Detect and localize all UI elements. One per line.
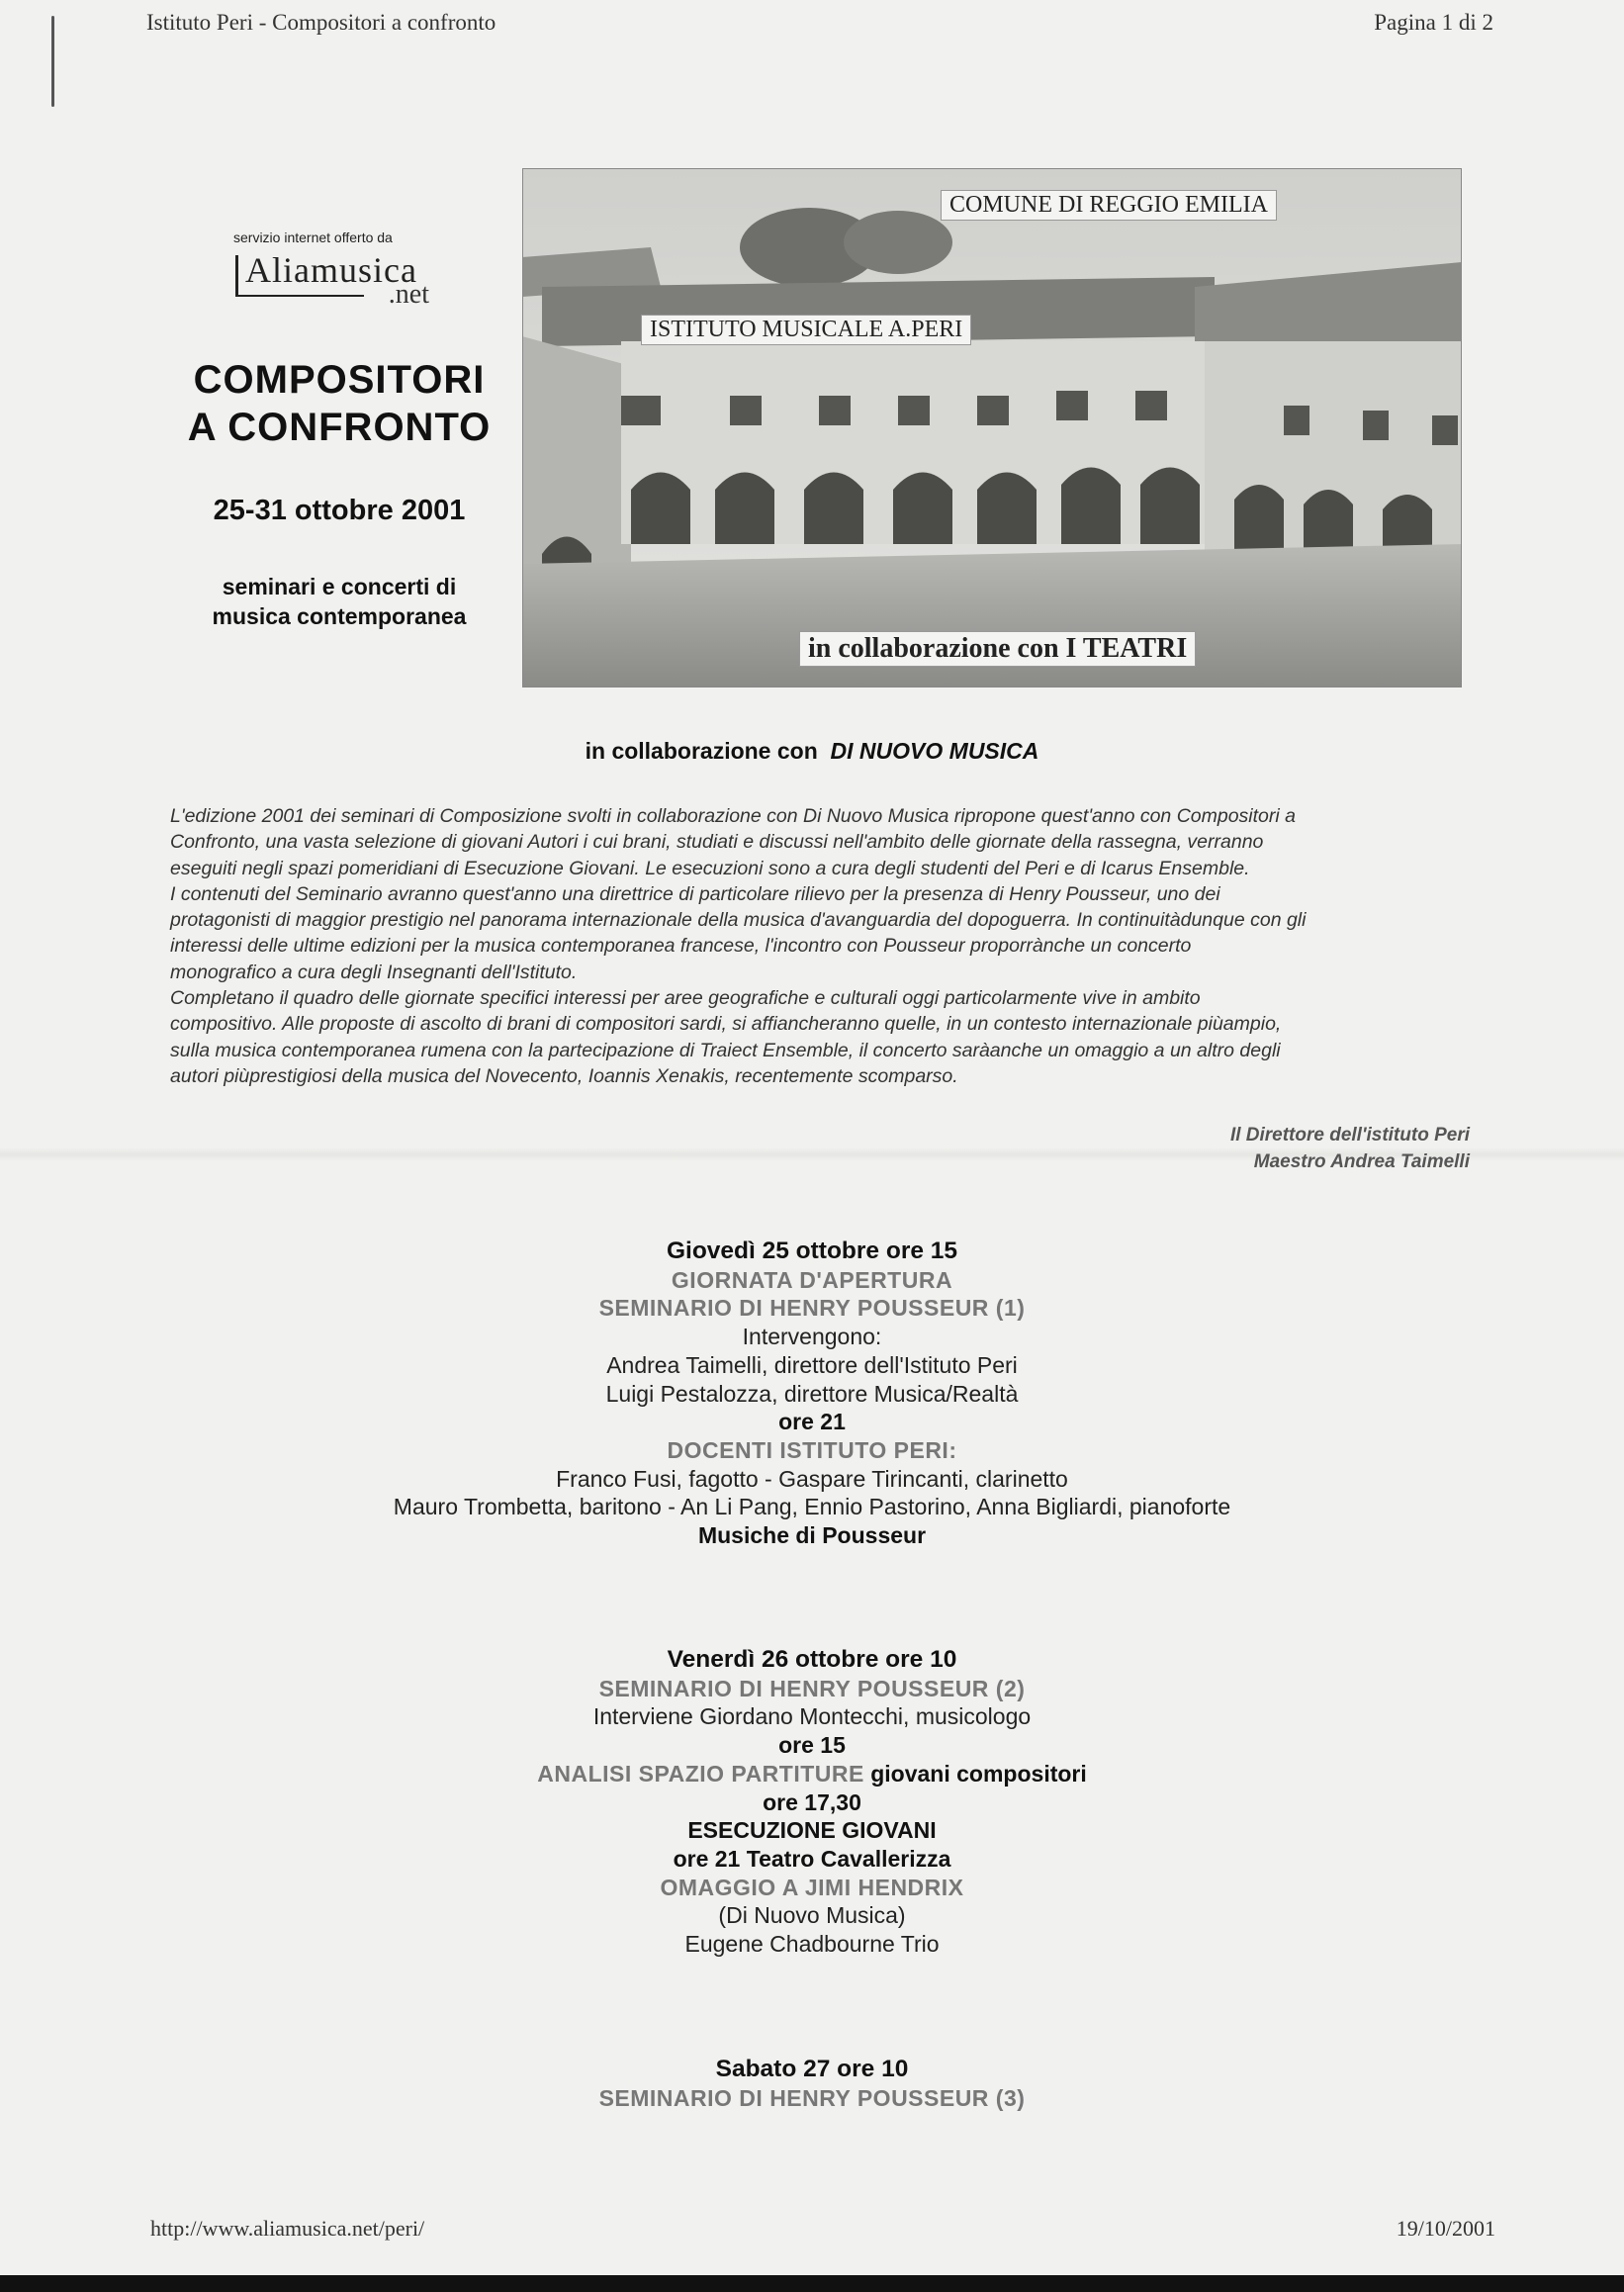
intervene-label: Interviene Giordano Montecchi, musicologo <box>592 1703 1032 1730</box>
day-saturday <box>0 2056 1624 2112</box>
logo-bar <box>235 255 238 297</box>
event-subtitle <box>166 572 512 631</box>
program-line: Musiche di Pousseur <box>697 1522 927 1549</box>
event-subtitle-line1: seminari e concerti di <box>222 574 457 599</box>
scan-edge <box>0 2275 1624 2292</box>
day-date: Venerdì 26 ottobre ore 10 <box>667 1646 957 1673</box>
logo-underline <box>235 295 364 297</box>
execution-title: ESECUZIONE GIOVANI <box>687 1817 937 1844</box>
photo-label-istituto: ISTITUTO MUSICALE A.PERI <box>641 315 971 345</box>
courtyard-photo <box>522 168 1462 688</box>
afternoon-time: ore 15 <box>778 1732 846 1759</box>
teachers-title: DOCENTI ISTITUTO PERI: <box>667 1436 957 1463</box>
logo-sub-text: .net <box>388 279 429 310</box>
day-date: Giovedì 25 ottobre ore 15 <box>666 1238 958 1264</box>
intervene-label: Intervengono: <box>742 1324 882 1350</box>
photo-label-comune: COMUNE DI REGGIO EMILIA <box>941 190 1277 221</box>
tribute-title: OMAGGIO A JIMI HENDRIX <box>660 1874 964 1900</box>
signature-line1: Il Direttore dell'istituto Peri <box>1229 1125 1470 1146</box>
intro-line: interessi delle ultime edizioni per la musica contemporanea francese, l'incontro con Pousseur proporrànche un concerto <box>170 935 1192 958</box>
speaker-line: Luigi Pestalozza, direttore Musica/Realtà <box>605 1380 1019 1407</box>
seminar-title: SEMINARIO DI HENRY POUSSEUR (2) <box>598 1675 1026 1701</box>
intro-line: Confronto, una vasta selezione di giovani Autori i cui brani, studiati e discussi nell'ambito delle giornate della rassegna, verranno <box>170 831 1264 854</box>
collaboration-partner: DI NUOVO MUSICA <box>830 738 1039 764</box>
evening-venue: ore 21 Teatro Cavallerizza <box>673 1845 951 1872</box>
opening-title: GIORNATA D'APERTURA <box>671 1266 953 1293</box>
analysis-suffix: giovani compositori <box>870 1760 1087 1787</box>
staple-mark <box>51 16 54 107</box>
collaboration-line <box>0 738 1624 765</box>
performers-line: Franco Fusi, fagotto - Gaspare Tirincanti, clarinetto <box>556 1465 1068 1492</box>
performers-line: Mauro Trombetta, baritono - An Li Pang, Ennio Pastorino, Anna Bigliardi, pianoforte <box>393 1494 1231 1520</box>
intro-line: Completano il quadro delle giornate specifici interessi per aree geografiche e culturali oggi particolarmente vive in ambito <box>170 987 1201 1010</box>
intro-text <box>170 803 1495 1089</box>
director-signature <box>1230 1122 1470 1175</box>
day-friday <box>0 1646 1624 1959</box>
event-title <box>166 356 512 451</box>
evening-time: ore 21 <box>778 1409 846 1435</box>
seminar-title: SEMINARIO DI HENRY POUSSEUR (3) <box>598 2084 1026 2111</box>
intro-line: autori piùprestigiosi della musica del Novecento, Ioannis Xenakis, recentemente scomparso. <box>170 1064 958 1087</box>
intro-line: L'edizione 2001 dei seminari di Composizione svolti in collaborazione con Di Nuovo Musica ripropone quest'anno con Compositori a <box>170 805 1296 827</box>
aliamusica-logo[interactable] <box>235 249 433 310</box>
analysis-line <box>0 1760 1624 1788</box>
intro-line: I contenuti del Seminario avranno quest'anno una direttrice di particolare rilievo per la presenza di Henry Pousseur, uno dei <box>170 882 1220 905</box>
day-thursday <box>0 1238 1624 1550</box>
signature-line2: Maestro Andrea Taimelli <box>1253 1151 1470 1172</box>
intro-line: monografico a cura degli Insegnanti dell'Istituto. <box>170 961 578 983</box>
band-line: Eugene Chadbourne Trio <box>684 1931 940 1958</box>
logo-main-text: Aliamusica <box>245 250 417 290</box>
event-dates: 25-31 ottobre 2001 <box>213 495 466 526</box>
event-title-line2: A CONFRONTO <box>187 406 492 449</box>
speaker-line: Andrea Taimelli, direttore dell'Istituto Peri <box>606 1351 1018 1378</box>
footer-url[interactable]: http://www.aliamusica.net/peri/ <box>150 2216 425 2241</box>
intro-line: eseguiti negli spazi pomeridiani di Esecuzione Giovani. Le esecuzioni sono a cura degli studenti del Peri e di Icarus Ensemble. <box>170 857 1250 879</box>
analysis-title: ANALISI SPAZIO PARTITURE <box>537 1760 864 1787</box>
event-subtitle-line2: musica contemporanea <box>212 603 467 629</box>
seminar-title: SEMINARIO DI HENRY POUSSEUR (1) <box>598 1295 1026 1322</box>
sponsor-label: servizio internet offerto da <box>233 229 393 245</box>
organizer-line: (Di Nuovo Musica) <box>718 1902 906 1929</box>
event-title-line1: COMPOSITORI <box>193 358 486 402</box>
collaboration-prefix: in collaborazione con <box>585 738 818 764</box>
intro-line: sulla musica contemporanea rumena con la partecipazione di Traiect Ensemble, il concerto saràanche un omaggio a un altro degli <box>170 1039 1281 1061</box>
photo-label-teatri: in collaborazione con I TEATRI <box>799 631 1196 667</box>
page-number: Pagina 1 di 2 <box>1374 10 1493 35</box>
intro-line: protagonisti di maggior prestigio nel panorama internazionale della musica d'avanguardia del dopoguerra. In continuitàdunque con gli <box>170 909 1307 932</box>
late-time: ore 17,30 <box>763 1788 861 1815</box>
page-header-title: Istituto Peri - Compositori a confronto <box>146 10 496 35</box>
courtyard-illustration <box>522 168 1462 688</box>
day-date: Sabato 27 ore 10 <box>715 2056 909 2082</box>
intro-line: compositivo. Alle proposte di ascolto di brani di compositori sardi, si affiancheranno quelle, in un contesto internazionale piùampio, <box>170 1013 1282 1036</box>
footer-date: 19/10/2001 <box>1396 2216 1495 2241</box>
